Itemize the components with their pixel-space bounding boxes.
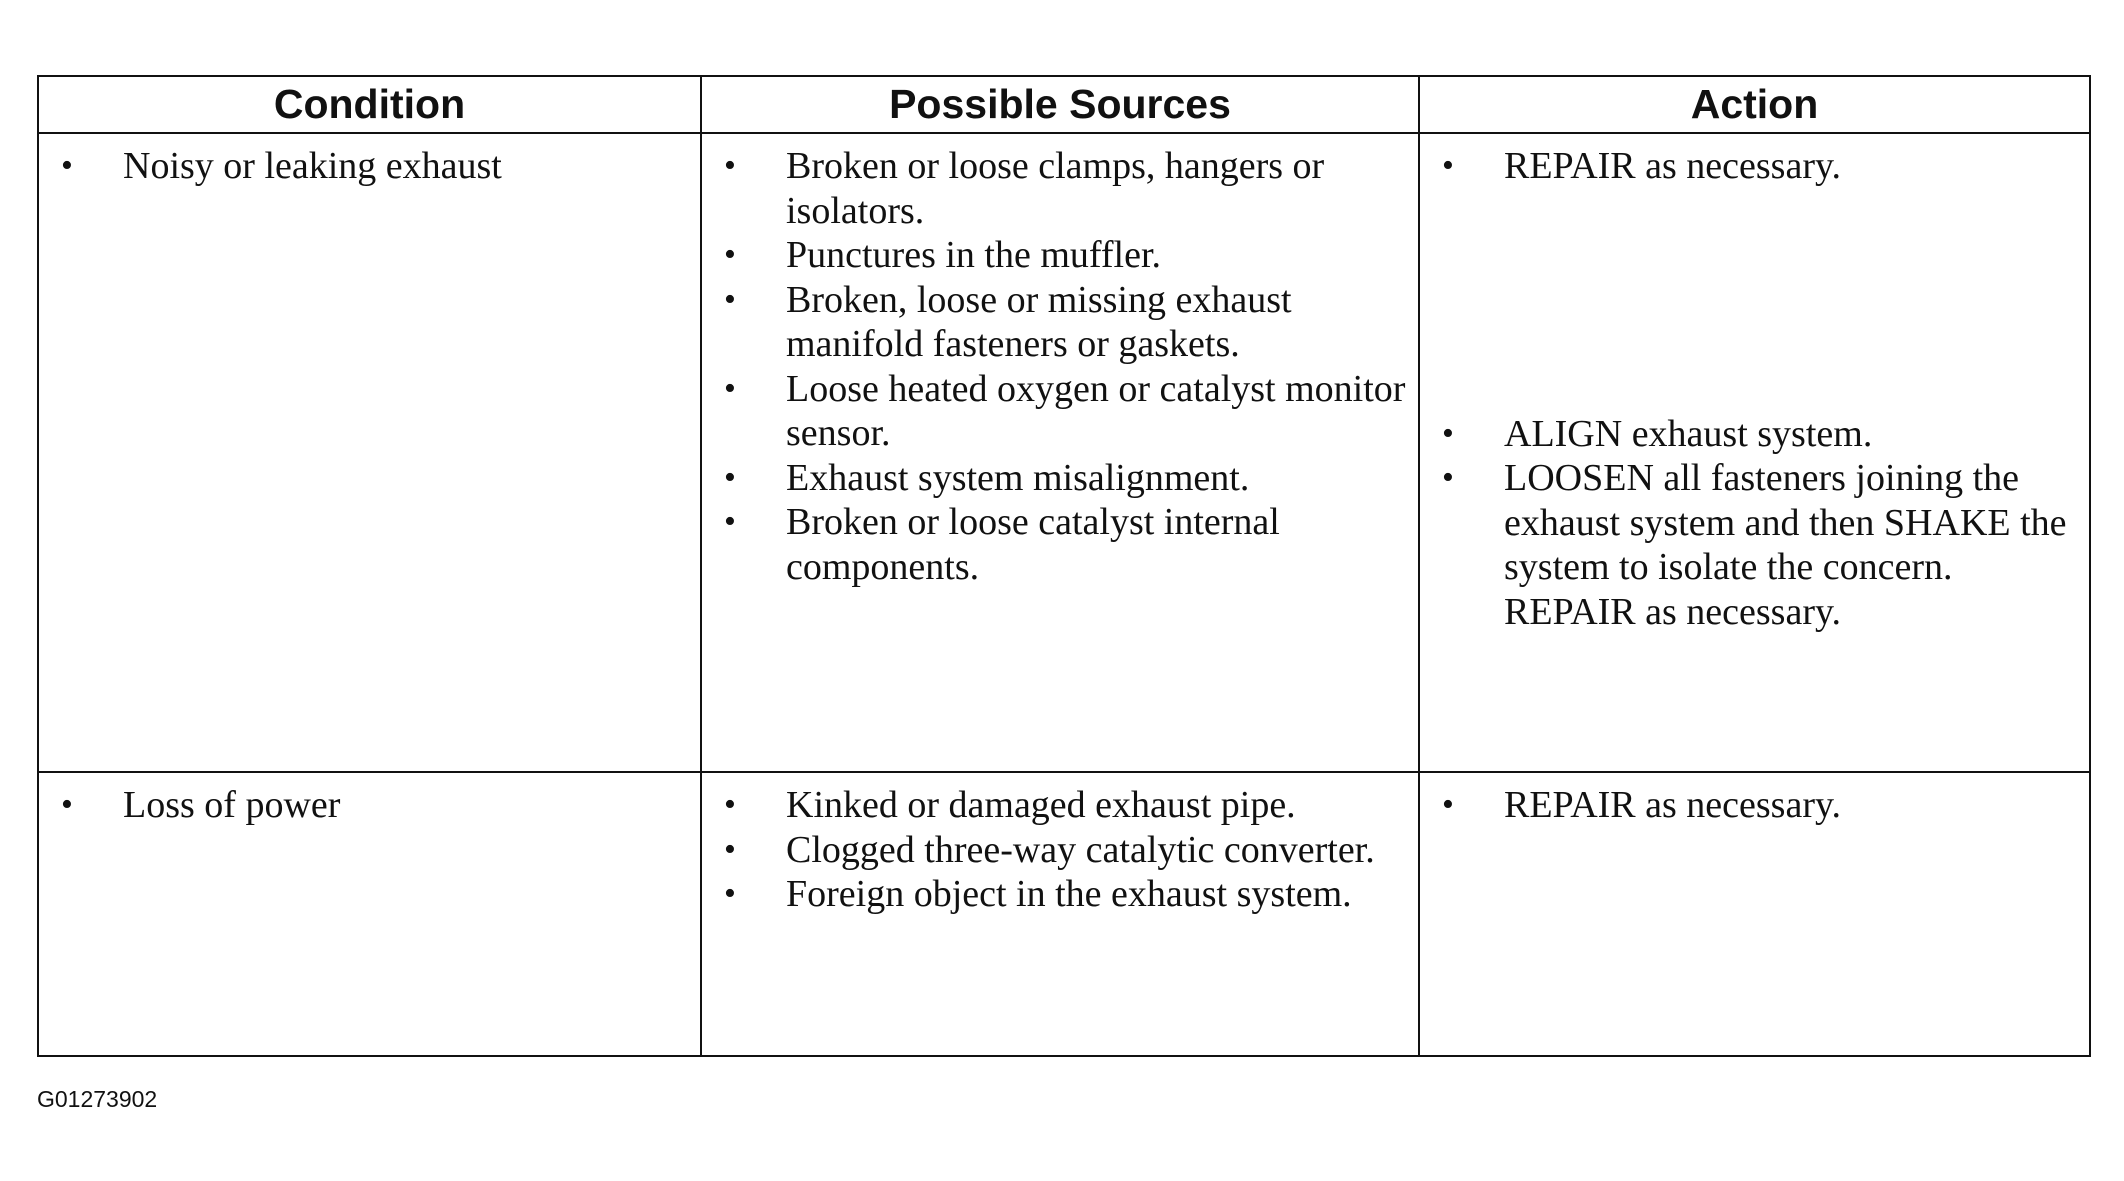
header-condition: Condition — [38, 76, 701, 133]
bullet-icon: • — [724, 503, 736, 540]
table-header-row — [38, 76, 2090, 133]
list-item — [1442, 412, 2079, 457]
sources-cell — [701, 772, 1419, 1056]
action-cell — [1419, 772, 2090, 1056]
diagnosis-table — [37, 75, 2091, 1057]
list-item — [1442, 456, 2079, 634]
source-text: Exhaust system misalignment. — [786, 456, 1250, 499]
list-item — [724, 144, 1408, 233]
condition-cell — [38, 772, 701, 1056]
bullet-icon: • — [1442, 786, 1454, 823]
sources-list — [702, 773, 1418, 917]
action-list — [1420, 134, 2089, 634]
bullet-icon: • — [724, 786, 736, 823]
list-item — [724, 828, 1408, 873]
condition-list — [39, 134, 700, 189]
action-text: ALIGN exhaust system. — [1504, 412, 1873, 455]
action-text: REPAIR as necessary. — [1504, 145, 1842, 187]
action-list — [1420, 773, 2089, 828]
bullet-icon: • — [61, 786, 73, 823]
source-text: Kinked or damaged exhaust pipe. — [786, 784, 1296, 826]
condition-text: Loss of power — [123, 784, 341, 826]
bullet-icon: • — [1442, 459, 1454, 496]
list-item — [1442, 144, 2079, 189]
bullet-icon: • — [724, 830, 736, 868]
source-text: Clogged three-way catalytic converter. — [786, 828, 1375, 871]
source-text: Punctures in the muffler. — [786, 234, 1162, 276]
source-text: Broken, loose or missing exhaust manifold fasteners or gaskets. — [786, 278, 1292, 365]
header-action: Action — [1419, 76, 2090, 133]
bullet-icon: • — [724, 147, 736, 184]
table-row — [38, 133, 2090, 772]
header-possible-sources: Possible Sources — [701, 76, 1419, 133]
source-text: Broken or loose catalyst internal components. — [786, 501, 1280, 588]
list-item — [724, 278, 1408, 367]
action-text: REPAIR as necessary. — [1504, 784, 1842, 826]
action-text: LOOSEN all fasteners joining the exhaust system and then SHAKE the system to isolate the concern. REPAIR as necessary. — [1504, 457, 2067, 633]
list-item — [1442, 783, 2079, 828]
bullet-icon: • — [1442, 147, 1454, 184]
list-item — [724, 456, 1408, 501]
bullet-icon: • — [61, 147, 73, 184]
list-item — [61, 144, 690, 189]
source-text: Foreign object in the exhaust system. — [786, 873, 1352, 915]
bullet-icon: • — [724, 458, 736, 496]
condition-cell — [38, 133, 701, 772]
table-row — [38, 772, 2090, 1056]
bullet-icon: • — [724, 236, 736, 273]
sources-cell — [701, 133, 1419, 772]
list-item — [724, 783, 1408, 828]
condition-text: Noisy or leaking exhaust — [123, 145, 502, 187]
condition-list — [39, 773, 700, 828]
list-item — [724, 367, 1408, 456]
bullet-icon: • — [724, 369, 736, 407]
sources-list — [702, 134, 1418, 589]
list-item — [724, 872, 1408, 917]
source-text: Loose heated oxygen or catalyst monitor sensor. — [786, 367, 1406, 454]
bullet-icon: • — [1442, 414, 1454, 452]
bullet-icon: • — [724, 875, 736, 912]
list-item — [724, 233, 1408, 278]
action-cell — [1419, 133, 2090, 772]
list-item — [61, 783, 690, 828]
figure-id: G01273902 — [37, 1086, 158, 1112]
bullet-icon: • — [724, 280, 736, 318]
source-text: Broken or loose clamps, hangers or isolators. — [786, 145, 1325, 232]
list-item — [724, 500, 1408, 589]
